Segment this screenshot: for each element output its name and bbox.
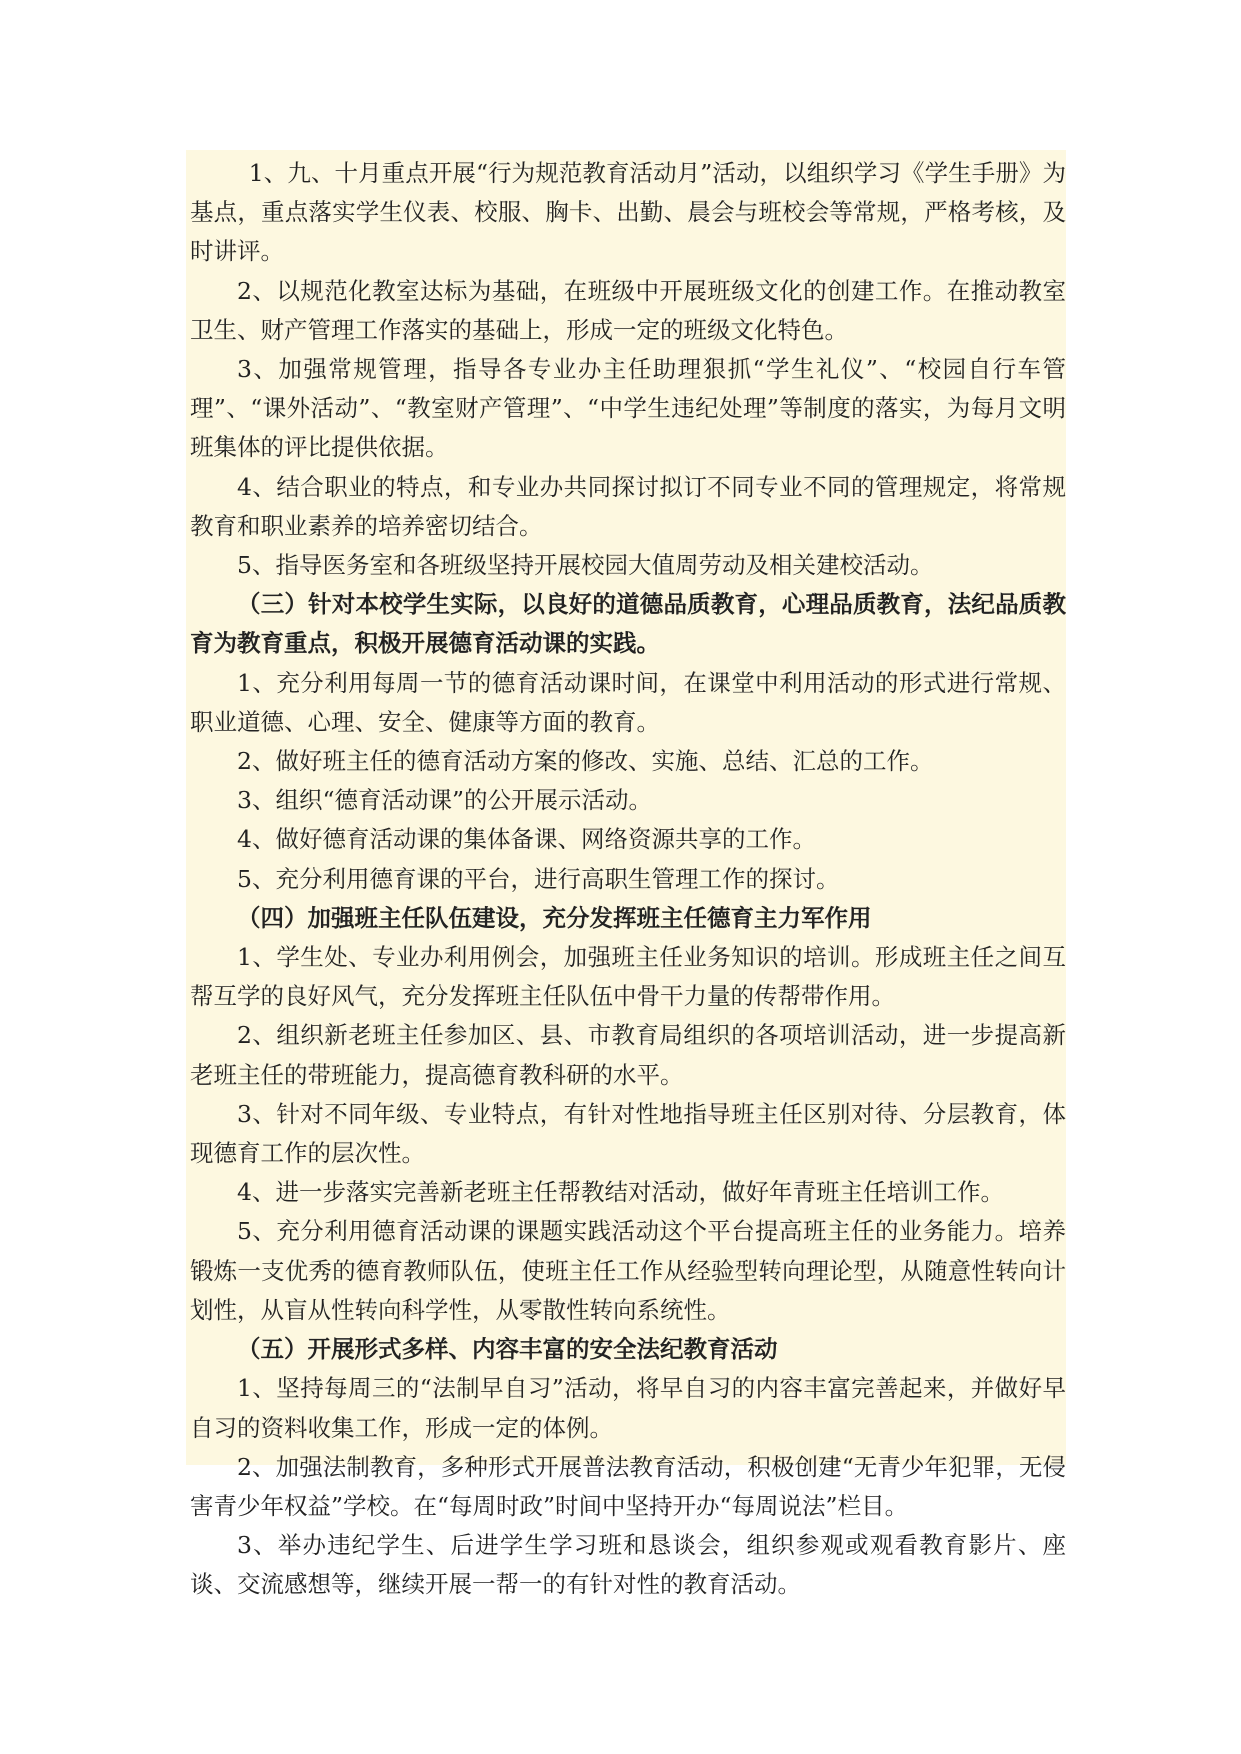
paragraph-item: 4、做好德育活动课的集体备课、网络资源共享的工作。: [237, 825, 816, 854]
paragraph-item: 5、充分利用德育课的平台，进行高职生管理工作的探讨。: [237, 864, 840, 893]
section-heading: （四）加强班主任队伍建设，充分发挥班主任德育主力军作用: [237, 903, 872, 932]
paragraph-item: 3、加强常规管理，指导各专业办主任助理狠抓“学生礼仪”、“校园自行车管理”、“课外活动”、“教室财产管理”、“中学生违纪处理”等制度的落实，为每月文明班集体的评比提供依据。: [190, 355, 1066, 462]
paragraph-item: 3、举办违纪学生、后进学生学习班和恳谈会，组织参观或观看教育影片、座谈、交流感想等，继续开展一帮一的有针对性的教育活动。: [190, 1531, 1066, 1599]
paragraph-item: 2、组织新老班主任参加区、县、市教育局组织的各项培训活动，进一步提高新老班主任的带班能力，提高德育教科研的水平。: [190, 1021, 1066, 1089]
paragraph-item: 2、做好班主任的德育活动方案的修改、实施、总结、汇总的工作。: [237, 747, 934, 776]
paragraph-item: 4、结合职业的特点，和专业办共同探讨拟订不同专业不同的管理规定，将常规教育和职业素养的培养密切结合。: [190, 472, 1066, 540]
paragraph-item: 4、进一步落实完善新老班主任帮教结对活动，做好年青班主任培训工作。: [237, 1178, 1004, 1207]
paragraph-item: 1、九、十月重点开展“行为规范教育活动月”活动，以组织学习《学生手册》为基点，重点落实学生仪表、校服、胸卡、出勤、晨会与班校会等常规，严格考核，及时讲评。: [190, 159, 1066, 266]
paragraph-item: 5、指导医务室和各班级坚持开展校园大值周劳动及相关建校活动。: [237, 551, 934, 580]
paragraph-item: 1、坚持每周三的“法制早自习”活动，将早自习的内容丰富完善起来，并做好早自习的资料收集工作，形成一定的体例。: [190, 1374, 1066, 1442]
document-body: [186, 150, 1066, 1599]
paragraph-item: 1、学生处、专业办利用例会，加强班主任业务知识的培训。形成班主任之间互帮互学的良好风气，充分发挥班主任队伍中骨干力量的传帮带作用。: [190, 943, 1066, 1011]
section-heading: （三）针对本校学生实际，以良好的道德品质教育，心理品质教育，法纪品质教育为教育重点，积极开展德育活动课的实践。: [190, 590, 1066, 658]
paragraph-item: 1、充分利用每周一节的德育活动课时间，在课堂中利用活动的形式进行常规、职业道德、心理、安全、健康等方面的教育。: [190, 668, 1066, 736]
paragraph-item: 3、组织“德育活动课”的公开展示活动。: [237, 786, 652, 815]
section-heading: （五）开展形式多样、内容丰富的安全法纪教育活动: [237, 1335, 778, 1364]
paragraph-item: 2、加强法制教育，多种形式开展普法教育活动，积极创建“无青少年犯罪，无侵害青少年权益”学校。在“每周时政”时间中坚持开办“每周说法”栏目。: [190, 1452, 1066, 1520]
paragraph-item: 3、针对不同年级、专业特点，有针对性地指导班主任区别对待、分层教育，体现德育工作的层次性。: [190, 1099, 1066, 1168]
paragraph-item: 5、充分利用德育活动课的课题实践活动这个平台提高班主任的业务能力。培养锻炼一支优秀的德育教师队伍，使班主任工作从经验型转向理论型，从随意性转向计划性，从盲从性转向科学性，从零散性转向系统性。: [190, 1217, 1066, 1324]
paragraph-item: 2、以规范化教室达标为基础，在班级中开展班级文化的创建工作。在推动教室卫生、财产管理工作落实的基础上，形成一定的班级文化特色。: [190, 276, 1066, 344]
